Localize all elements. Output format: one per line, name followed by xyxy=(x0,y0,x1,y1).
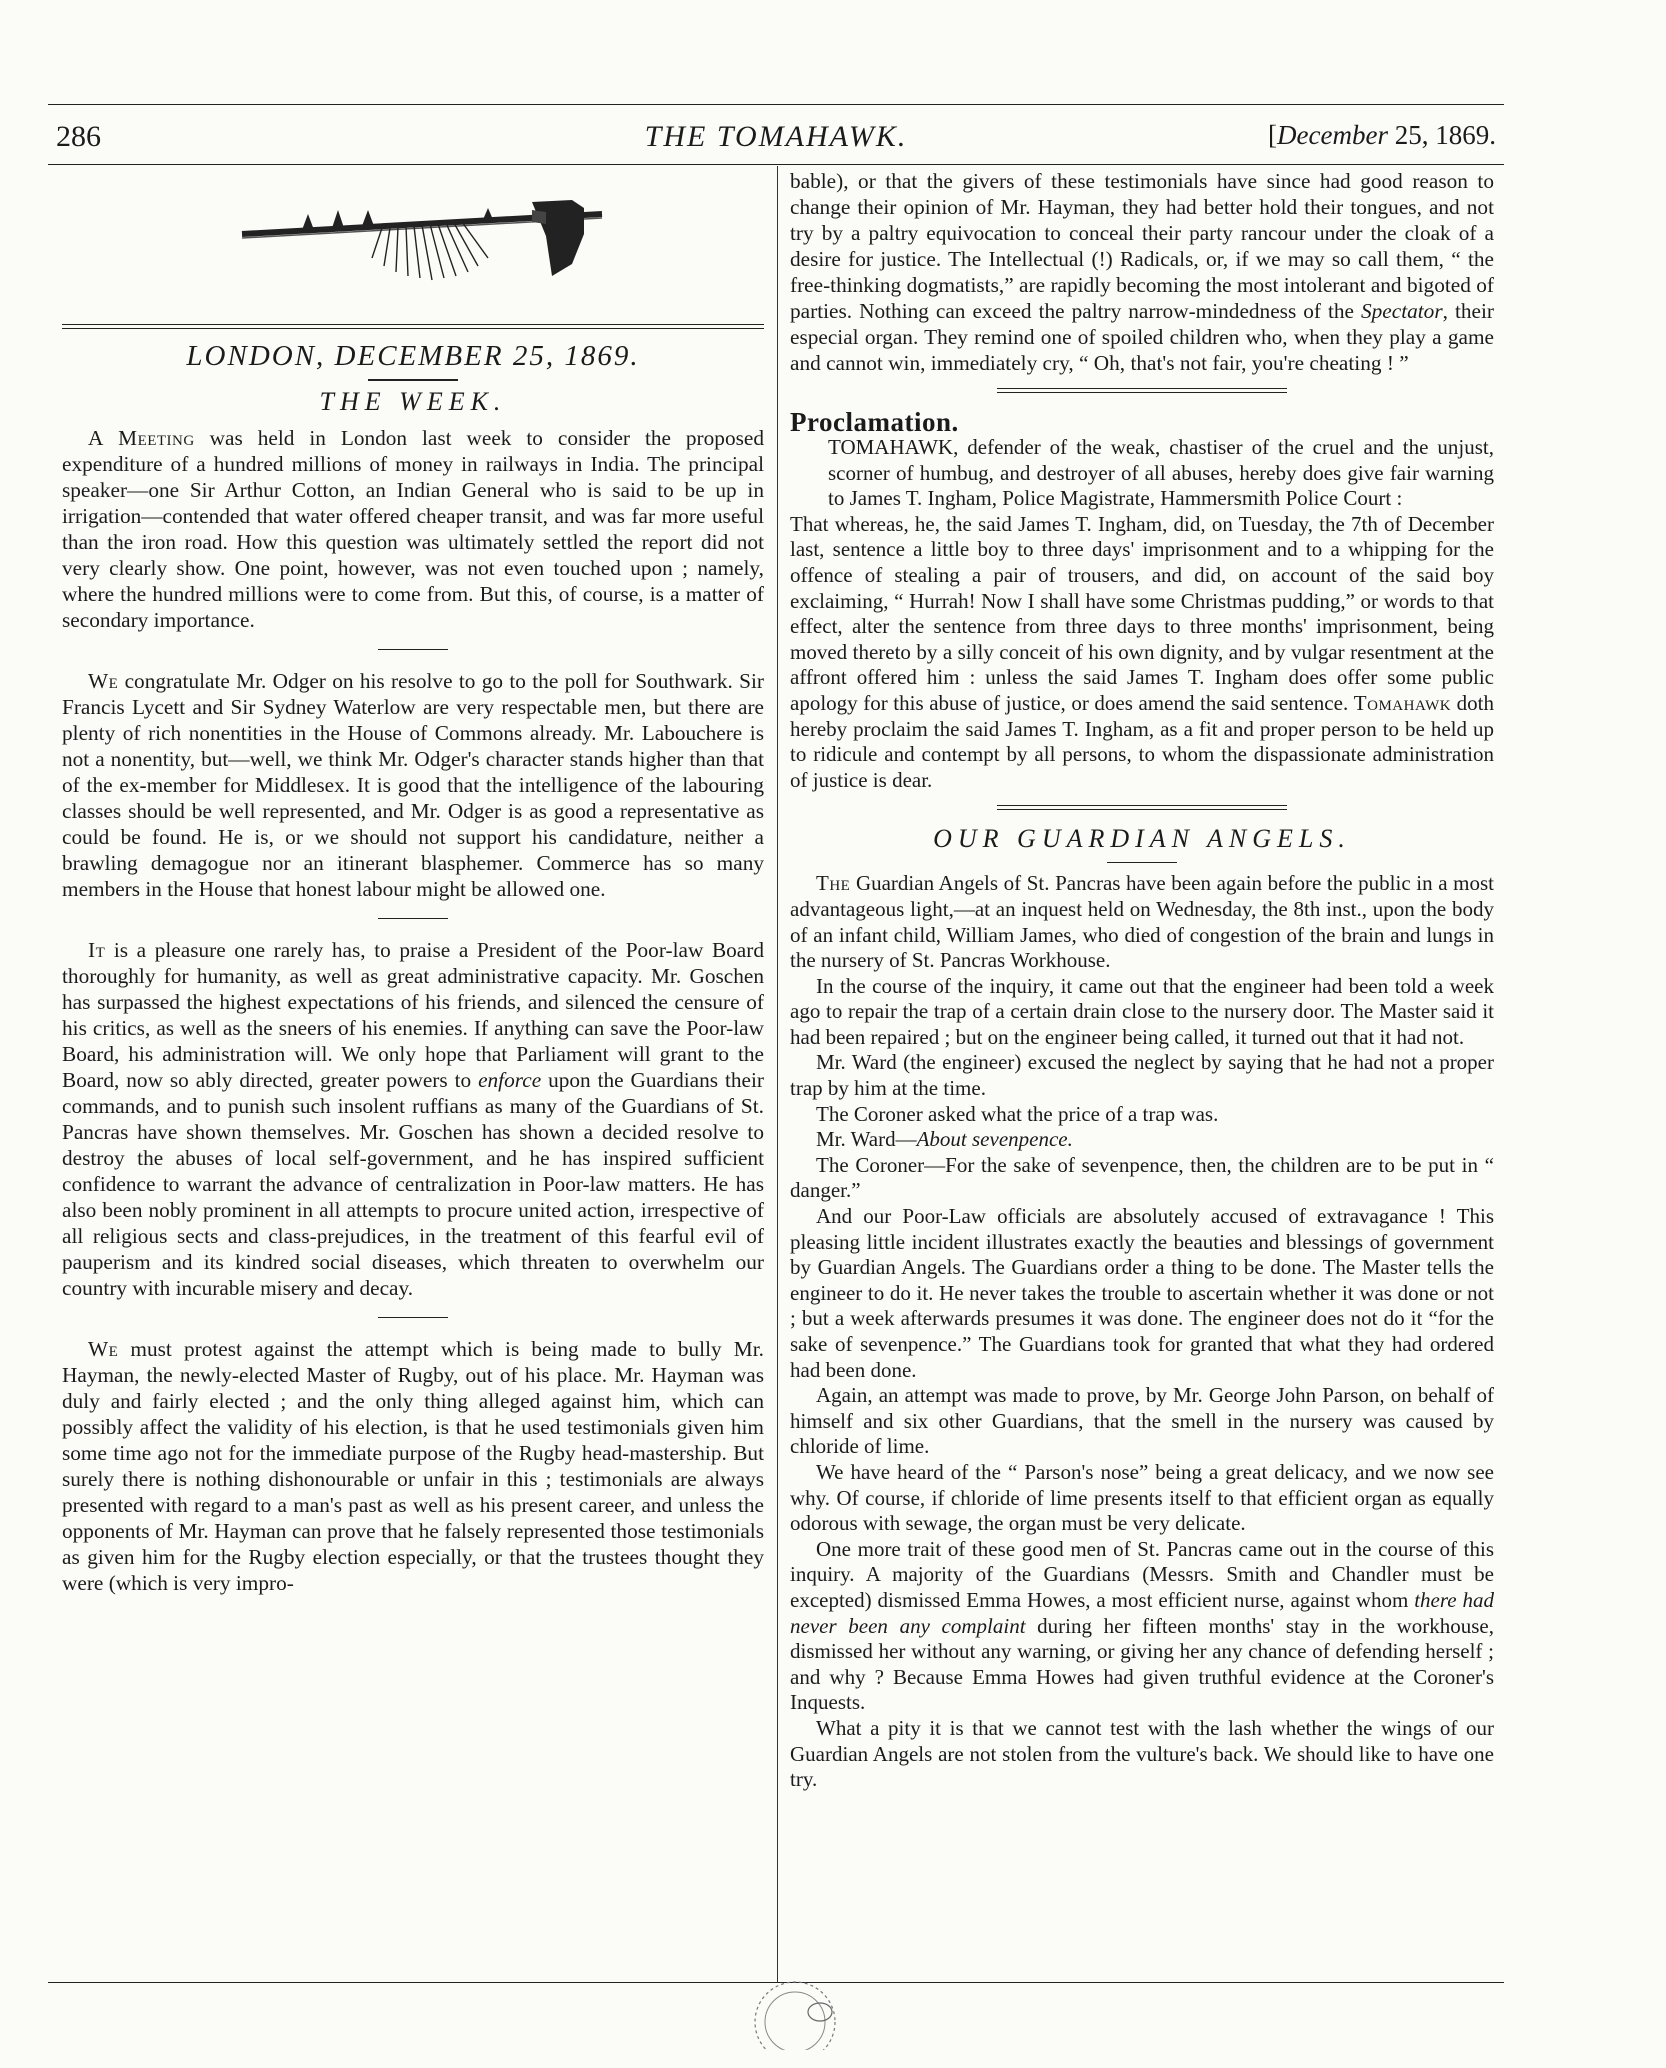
paragraph-break xyxy=(378,1317,448,1318)
proclamation-body: That whereas, he, the said James T. Ingham, did, on Tuesday, the 7th of December last, sentence a little boy to three days' imprisonment and to a whipping for the offence of stealing a pair of trousers, and did, on account of the said boy exclaiming, “ Hurrah! Now I shall have some Christmas pudding,” or words to that effect, alter the sentence from three days to three months' imprisonment, being moved thereto by a silly conceit of his own dignity, and by vulgar resentment at the affront offered him : unless the said James T. Ingham does offer some public apology for this abuse of justice, or does amend the said sentence. Tomahawk doth hereby proclaim the said James T. Ingham, as a fit and proper person to be held up to ridicule and contempt by all persons, to whom the dispassionate administration of justice is dear. xyxy=(790,511,1494,792)
dateline: LONDON, DECEMBER 25, 1869. xyxy=(186,340,640,372)
section-title-guardian-angels: OUR GUARDIAN ANGELS. xyxy=(933,824,1351,854)
tomahawk-icon xyxy=(232,172,612,312)
article-paragraph: Mr. Ward (the engineer) excused the neglect by saying that he had not a proper trap by him at the time. xyxy=(790,1050,1494,1101)
article-paragraph: The Guardian Angels of St. Pancras have been again before the public in a most advantageous light,—at an inquest held on Wednesday, the 8th inst., upon the body of an infant child, William James, who died of congestion of the brain and lungs in the nursery of St. Pancras Workhouse. xyxy=(790,871,1494,973)
title-separator xyxy=(1107,862,1177,863)
article-paragraph: One more trait of these good men of St. Pancras came out in the course of this inquiry. A majority of the Guardians (Messrs. Smith and Chandler must be excepted) dismissed Emma Howes, a most efficient nurse, against whom there had never been any complaint during her fifteen months' stay in the workhouse, dismissed her without any warning, or giving her any chance of defending herself ; and why ? Because Emma Howes had given truthful evidence at the Coroner's Inquests. xyxy=(790,1536,1494,1715)
column-divider xyxy=(777,166,778,1982)
section-title-the-week: THE WEEK. xyxy=(319,387,507,416)
article-paragraph: The Coroner asked what the price of a trap was. xyxy=(816,1101,1219,1126)
article-paragraph: Mr. Ward—About sevenpence. xyxy=(816,1127,1073,1152)
paragraph-odger-southwark: We congratulate Mr. Odger on his resolve to go to the poll for Southwark. Sir Francis Lycett and Sir Sydney Waterlow are very respectable men, but there are plenty of rich nonentities in the House of Commons already. Mr. Labouchere is not a nonentity, but—well, we think Mr. Odger's character stands higher than that of the ex-member for Middlesex. It is good that the intelligence of the labouring classes should be well represented, and Mr. Odger is as good a representative as could be found. He is, or we should not support his candidature, neither a brawling demagogue nor an itinerant blasphemer. Commerce has so many members in the House that honest labour might be allowed one. xyxy=(62,669,764,901)
section-rule xyxy=(997,388,1287,393)
article-paragraph: And our Poor-Law officials are absolutely accused of extravagance ! This pleasing little incident illustrates exactly the beauties and blessings of government by Guardian Angels. The Guardians order a thing to be done. The Master tells the engineer to do it. He never takes the trouble to ascertain whether it was done or not ; but a week afterwards presumes it was done. The engineer does not do it “for the sake of sevenpence.” The Guardians took for granted that what they had ordered had been done. xyxy=(790,1204,1494,1382)
article-paragraph: Again, an attempt was made to prove, by Mr. George John Parson, on behalf of himself and six other Guardians, that the smell in the nursery was caused by chloride of lime. xyxy=(790,1383,1494,1459)
paragraph-break xyxy=(378,918,448,919)
publication-title: THE TOMAHAWK. xyxy=(644,120,908,153)
article-paragraph: We have heard of the “ Parson's nose” being a great delicacy, and we now see why. Of course, if chloride of lime presents itself to that efficient organ as equally odorous with sewage, the organ must be very delicate. xyxy=(790,1459,1494,1536)
article-paragraph: In the course of the inquiry, it came out that the engineer had been told a week ago to repair the trap of a certain drain close to the nursery door. The Master said it had been repaired ; but on the engineer being called, it turned out that it had not. xyxy=(790,973,1494,1049)
masthead xyxy=(56,120,1496,160)
section-rule xyxy=(997,805,1287,810)
masthead-cut xyxy=(62,168,764,318)
paragraph-hayman-continued: bable), or that the givers of these testimonials have since had good reason to change their opinion of Mr. Hayman, they had better hold their tongues, and not try by a paltry equivocation to conceal their party rancour under the cloak of a desire for justice. The Intellectual (!) Radicals, or, if we may so call them, “ the free-thinking dogmatists,” are rapidly becoming the most intolerant and bigoted of parties. Nothing can exceed the paltry narrow-mindedness of the Spectator, their especial organ. They remind one of spoiled children who, when they play a game and cannot win, immediately cry, “ Oh, that's not fair, you're cheating ! ” xyxy=(790,169,1494,375)
paragraph-railways-india: A Meeting was held in London last week to consider the proposed expenditure of a hundred millions of money in railways in India. The principal speaker—one Sir Arthur Cotton, an Indian General who is said to be up in irrigation—contended that water offered cheaper transit, and was far more useful than the iron road. How this question was ultimately settled the report did not very clearly show. One point, however, was not even touched upon ; namely, where the hundred millions were to come from. But this, of course, is a matter of secondary importance. xyxy=(62,426,764,632)
header-rule xyxy=(48,164,1504,165)
stamp-icon xyxy=(700,1960,890,2050)
issue-date: [December 25, 1869. xyxy=(1268,120,1496,150)
page-number: 286 xyxy=(56,120,101,153)
left-column xyxy=(62,168,764,1596)
paragraph-hayman-rugby: We must protest against the attempt which is being made to bully Mr. Hayman, the newly-elected Master of Rugby, out of his place. Mr. Hayman was duly and fairly elected ; and the only thing alleged against him, which can possibly affect the validity of his election, is that he used testimonials given him some time ago not for the immediate purpose of the Rugby head-mastership. But surely there is nothing dishonourable or unfair in this ; testimonials are always presented with regard to a man's past as well as his present career, and unless the opponents of Mr. Hayman can prove that he falsely represented those testimonials as given him for the Rugby election especially, or that the trustees thought they were (which is very impro- xyxy=(62,1337,764,1595)
proclamation xyxy=(790,435,1494,793)
right-column xyxy=(790,168,1494,1793)
guardian-angels-article xyxy=(790,871,1494,1792)
dateline-separator xyxy=(368,379,458,381)
dateline-rule xyxy=(62,324,764,329)
paragraph-break xyxy=(378,649,448,650)
proclamation-preamble: TOMAHAWK, defender of the weak, chastiser of the cruel and the unjust, scorner of humbug, and destroyer of all abuses, hereby does give fair warning to James T. Ingham, Police Magistrate, Hammersmith Police Court : xyxy=(828,435,1494,511)
section-title-proclamation: Proclamation. xyxy=(790,407,959,437)
article-paragraph: The Coroner—For the sake of sevenpence, then, the children are to be put in “ danger.” xyxy=(790,1152,1494,1203)
paragraph-goschen: It is a pleasure one rarely has, to praise a President of the Poor-law Board thoroughly for humanity, as well as great administrative capacity. Mr. Goschen has surpassed the highest expectations of his friends, and silenced the censure of his critics, as well as the sneers of his enemies. If anything can save the Poor-law Board, his administration will. We only hope that Parliament will grant to the Board, now so ably directed, greater powers to enforce upon the Guardians their commands, and to punish such insolent ruffians as many of the Guardians of St. Pancras have shown themselves. Mr. Goschen has shown a decided resolve to destroy the abuses of local self-government, and he has inspired sufficient confidence to warrant the advance of centralization in Poor-law matters. He has also been nobly prominent in all attempts to procure united action, irrespective of all religious sects and class-prejudices, in the treatment of this fearful evil of pauperism and its kindred social diseases, which threaten to overwhelm our country with incurable misery and decay. xyxy=(62,938,764,1300)
article-paragraph: What a pity it is that we cannot test with the lash whether the wings of our Guardian Angels are not stolen from the vulture's back. We should like to have one try. xyxy=(790,1715,1494,1792)
top-rule xyxy=(48,104,1504,105)
